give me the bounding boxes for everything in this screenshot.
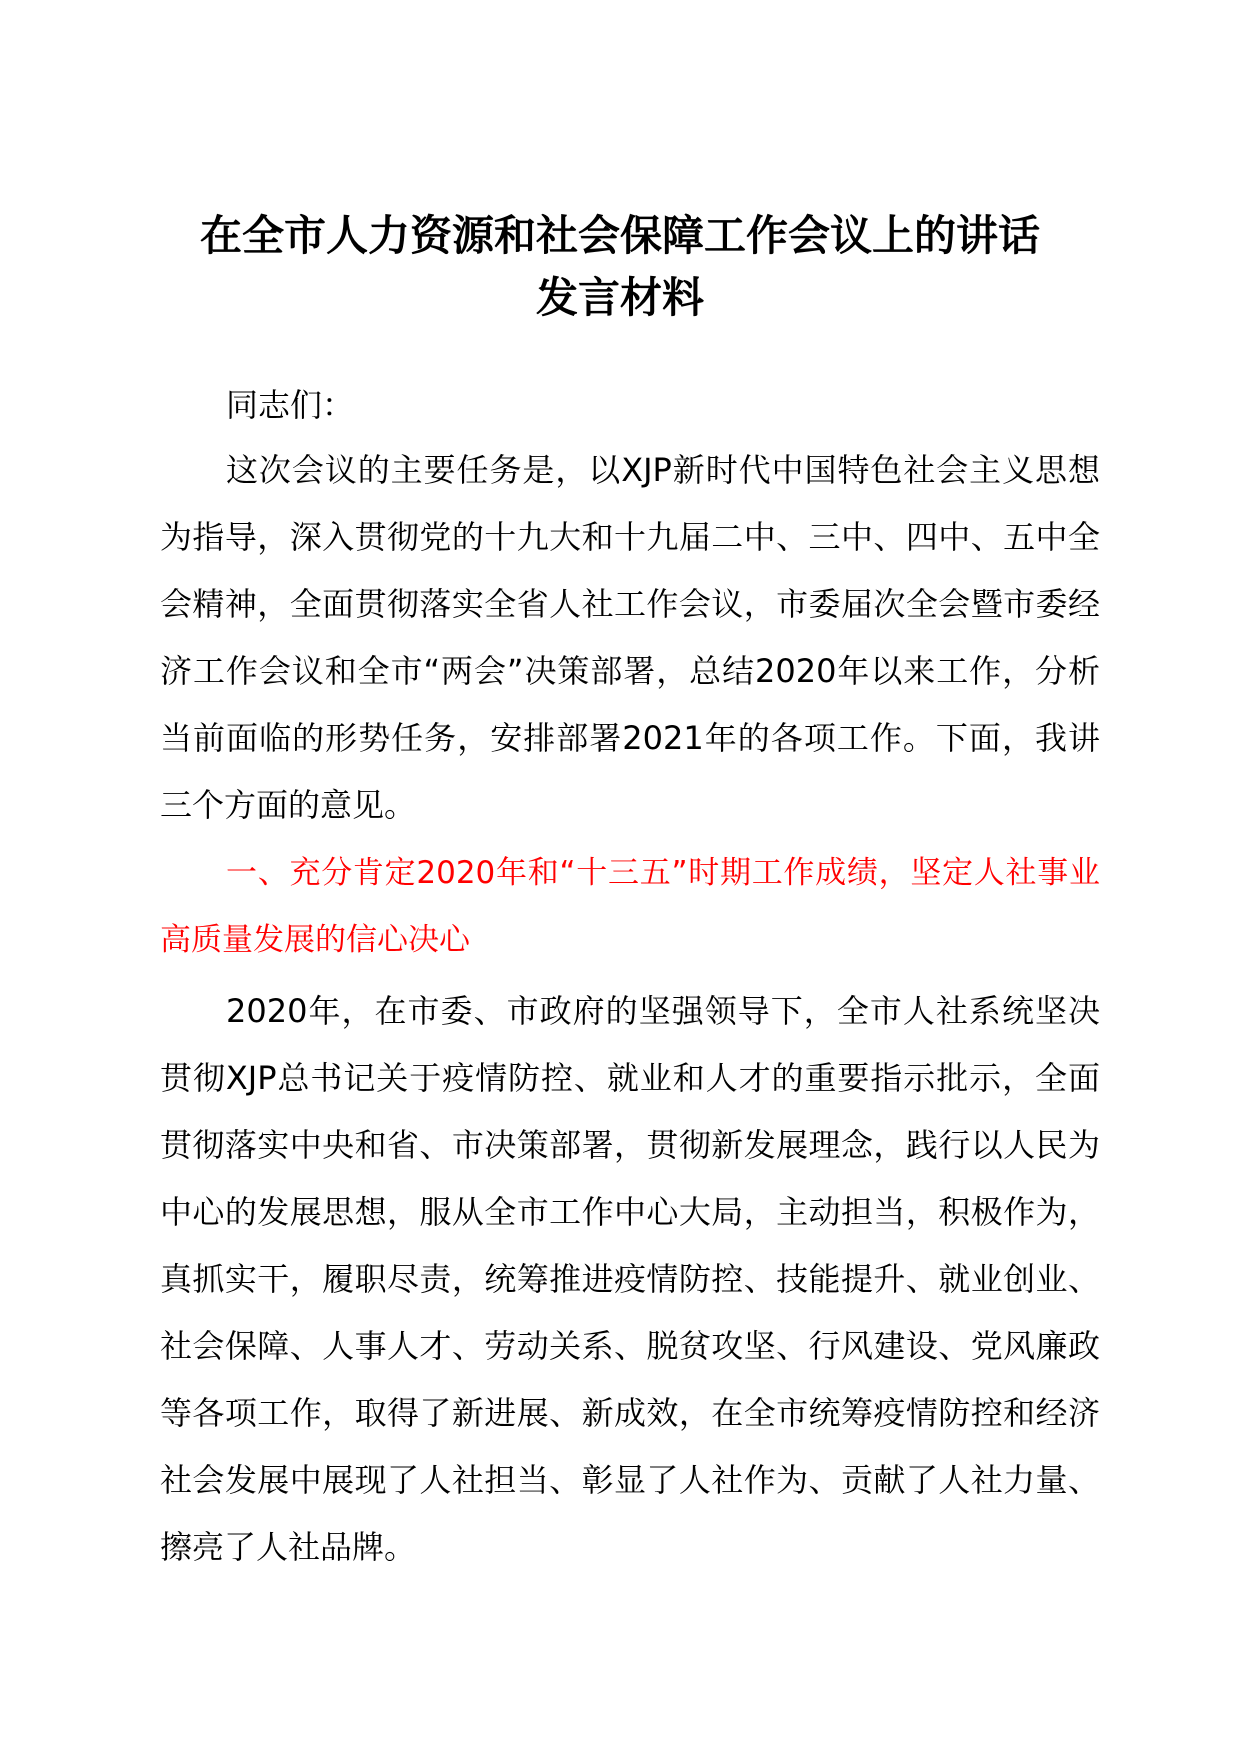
document-title-line1: 在全市人力资源和社会保障工作会议上的讲话 [199, 211, 1040, 260]
paragraph-intro: 这次会议的主要任务是，以XJP新时代中国特色社会主义思想为指导，深入贯彻党的十九大和十九届二中、三中、四中、五中全会精神，全面贯彻落实全省人社工作会议，市委届次全会暨市委经济工作会议和全市“两会”决策部署，总结2020年以来工作，分析当前面临的形势任务，安排部署2021年的各项工作。下面，我讲三个方面的意见。 [160, 451, 1100, 824]
greeting: 同志们： [226, 386, 355, 424]
section-heading-1: 一、充分肯定2020年和“十三五”时期工作成绩，坚定人社事业高质量发展的信心决心 [160, 855, 1100, 958]
paragraph-achievements: 2020年，在市委、市政府的坚强领导下，全市人社系统坚决贯彻XJP总书记关于疫情防控、就业和人才的重要指示批示，全面贯彻落实中央和省、市决策部署，贯彻新发展理念，践行以人民为中心的发展思想，服从全市工作中心大局，主动担当，积极作为，真抓实干，履职尽责，统筹推进疫情防控、技能提升、就业创业、社会保障、人事人才、劳动关系、脱贫攻坚、行风建设、党风廉政等各项工作，取得了新进展、新成效，在全市统筹疫情防控和经济社会发展中展现了人社担当、彰显了人社作为、贡献了人社力量、擦亮了人社品牌。 [160, 992, 1100, 1566]
document-title-line2: 发言材料 [535, 273, 704, 322]
